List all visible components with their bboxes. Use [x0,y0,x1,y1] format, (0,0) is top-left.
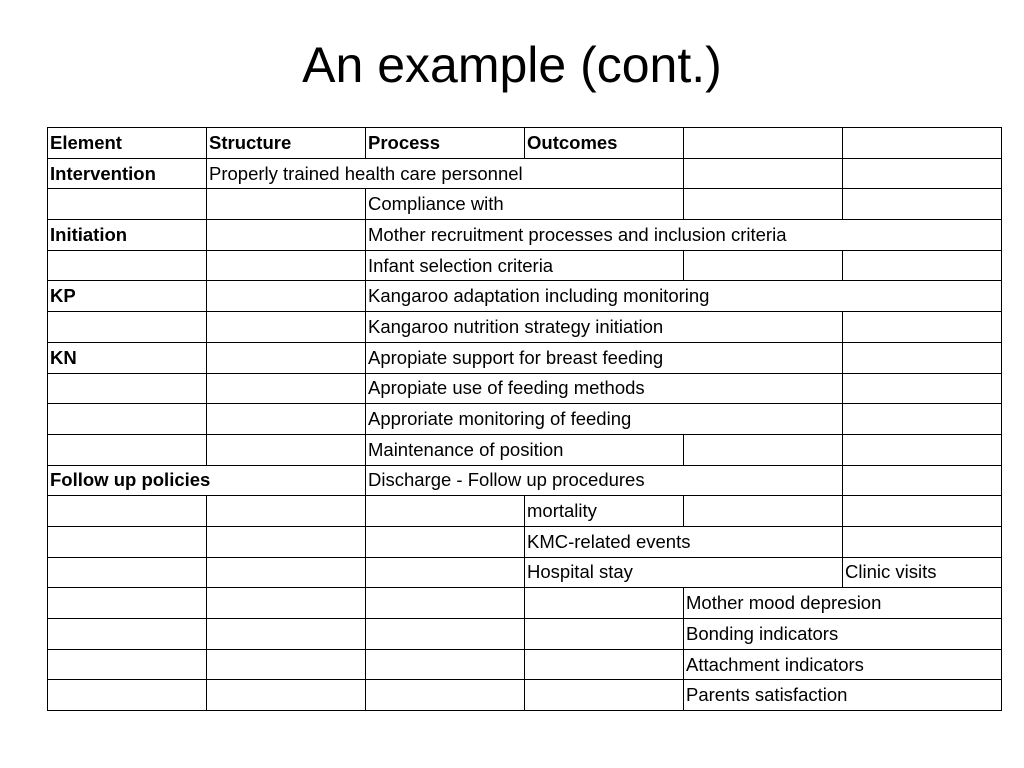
column-header-process: Process [366,128,525,159]
table-row [48,404,1002,435]
table-header-row [48,128,1002,159]
empty-cell [843,496,1002,527]
table-row [48,680,1002,711]
empty-cell [525,649,684,680]
column-header-blank [843,128,1002,159]
table-row [48,496,1002,527]
column-header-blank [684,128,843,159]
element-cell: KP [48,281,207,312]
outcome-cell: KMC-related events [525,526,843,557]
empty-cell [207,342,366,373]
empty-cell [48,373,207,404]
outcome-cell: Bonding indicators [684,619,1002,650]
process-cell: Maintenance of position [366,434,684,465]
process-cell: Compliance with [366,189,684,220]
empty-cell [843,465,1002,496]
outcome-cell: Clinic visits [843,557,1002,588]
process-cell: Kangaroo adaptation including monitoring [366,281,1002,312]
table-row [48,649,1002,680]
empty-cell [684,434,843,465]
empty-cell [48,680,207,711]
table-row [48,557,1002,588]
empty-cell [684,158,843,189]
empty-cell [207,649,366,680]
empty-cell [207,434,366,465]
element-cell: Initiation [48,220,207,251]
empty-cell [684,496,843,527]
element-cell: Intervention [48,158,207,189]
empty-cell [207,220,366,251]
table-row [48,588,1002,619]
outcome-cell: Mother mood depresion [684,588,1002,619]
table-row [48,312,1002,343]
empty-cell [207,557,366,588]
empty-cell [48,312,207,343]
empty-cell [525,588,684,619]
empty-cell [843,312,1002,343]
table-row [48,434,1002,465]
empty-cell [207,312,366,343]
empty-cell [207,496,366,527]
outcome-cell: Attachment indicators [684,649,1002,680]
empty-cell [366,619,525,650]
process-cell: Apropiate use of feeding methods [366,373,843,404]
table-row [48,465,1002,496]
table-row [48,189,1002,220]
empty-cell [207,680,366,711]
empty-cell [843,189,1002,220]
empty-cell [843,158,1002,189]
empty-cell [684,189,843,220]
table-row [48,342,1002,373]
empty-cell [525,619,684,650]
table-row [48,158,1002,189]
empty-cell [366,526,525,557]
table-row [48,619,1002,650]
column-header-element: Element [48,128,207,159]
empty-cell [207,465,366,496]
outcome-cell: Hospital stay [525,557,843,588]
empty-cell [366,680,525,711]
empty-cell [843,250,1002,281]
empty-cell [207,619,366,650]
empty-cell [843,342,1002,373]
empty-cell [843,526,1002,557]
empty-cell [48,189,207,220]
empty-cell [207,281,366,312]
empty-cell [366,496,525,527]
empty-cell [48,619,207,650]
empty-cell [48,250,207,281]
outcome-cell: Parents satisfaction [684,680,1002,711]
structure-cell: Properly trained health care personnel [207,158,684,189]
empty-cell [48,649,207,680]
table-row [48,250,1002,281]
empty-cell [48,496,207,527]
quality-framework-table [47,127,1002,711]
process-cell: Discharge - Follow up procedures [366,465,843,496]
empty-cell [366,588,525,619]
process-cell: Kangaroo nutrition strategy initiation [366,312,843,343]
column-header-structure: Structure [207,128,366,159]
empty-cell [207,250,366,281]
empty-cell [207,189,366,220]
empty-cell [207,526,366,557]
table-row [48,281,1002,312]
table-row [48,220,1002,251]
process-cell: Mother recruitment processes and inclusion criteria [366,220,1002,251]
element-cell: Follow up policies [48,465,207,496]
process-cell: Approriate monitoring of feeding [366,404,843,435]
empty-cell [525,680,684,711]
process-cell: Apropiate support for breast feeding [366,342,843,373]
empty-cell [48,588,207,619]
table-row [48,526,1002,557]
empty-cell [207,373,366,404]
process-cell: Infant selection criteria [366,250,684,281]
element-cell: KN [48,342,207,373]
empty-cell [366,649,525,680]
empty-cell [843,404,1002,435]
empty-cell [48,557,207,588]
table-row [48,373,1002,404]
empty-cell [207,588,366,619]
empty-cell [684,250,843,281]
empty-cell [843,434,1002,465]
outcome-cell: mortality [525,496,684,527]
slide-title: An example (cont.) [302,37,722,93]
empty-cell [48,526,207,557]
empty-cell [48,404,207,435]
empty-cell [843,373,1002,404]
empty-cell [207,404,366,435]
column-header-outcomes: Outcomes [525,128,684,159]
empty-cell [366,557,525,588]
empty-cell [48,434,207,465]
